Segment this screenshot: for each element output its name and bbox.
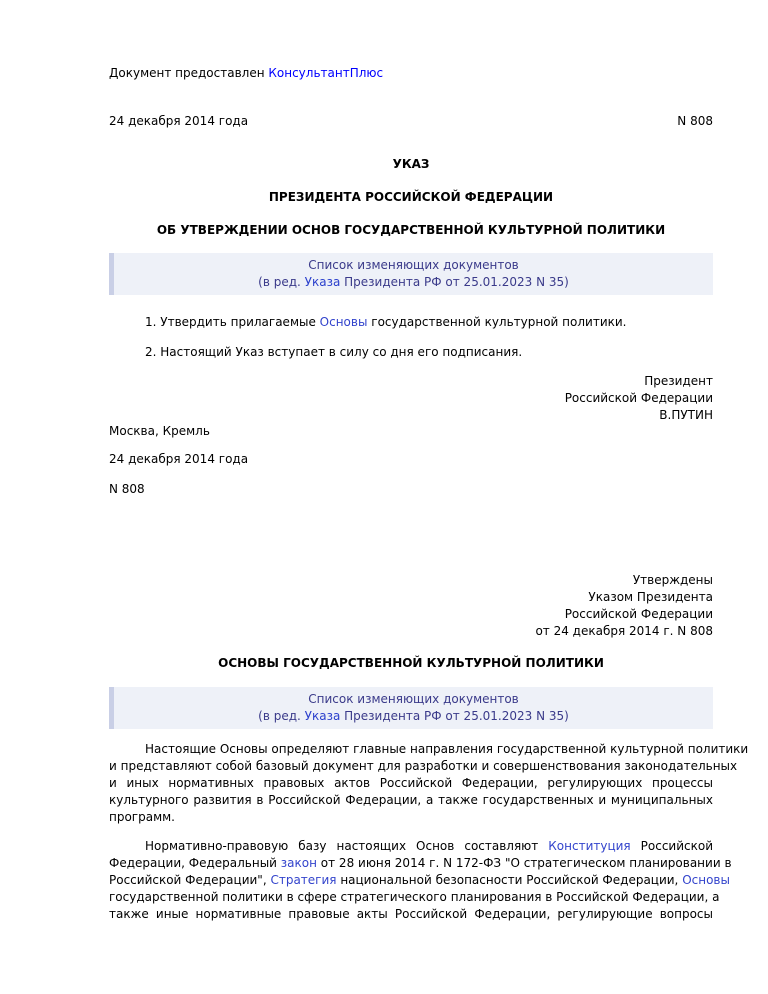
changes-box-2 bbox=[109, 687, 713, 729]
basics-title: ОСНОВЫ ГОСУДАРСТВЕННОЙ КУЛЬТУРНОЙ ПОЛИТИКИ bbox=[218, 656, 604, 670]
decree-number: N 808 bbox=[677, 114, 713, 128]
paragraph-line: Настоящие Основы определяют главные направления государственной культурной политики bbox=[145, 742, 749, 756]
title-president: ПРЕЗИДЕНТА РОССИЙСКОЙ ФЕДЕРАЦИИ bbox=[268, 190, 554, 204]
changes-box bbox=[109, 253, 713, 295]
approved-line-1: Утверждены bbox=[632, 573, 713, 587]
title-subject: ОБ УТВЕРЖДЕНИИ ОСНОВ ГОСУДАРСТВЕННОЙ КУЛЬТУРНОЙ ПОЛИТИКИ bbox=[156, 223, 666, 237]
decree-date: 24 декабря 2014 года bbox=[109, 114, 249, 128]
consultant-plus-link[interactable]: КонсультантПлюс bbox=[268, 66, 384, 80]
law-link[interactable]: закон bbox=[280, 856, 317, 870]
title-decree: УКАЗ bbox=[392, 157, 430, 171]
decree-item-2: 2. Настоящий Указ вступает в силу со дня его подписания. bbox=[145, 345, 523, 359]
paragraph-1 bbox=[109, 741, 749, 826]
paragraph-line: культурного развития в Российской Федерации, а также государственных и муниципальных bbox=[109, 793, 713, 807]
paragraph-line: Федерации, Федеральный закон от 28 июня 2014 г. N 172-ФЗ "О стратегическом планировании в bbox=[109, 856, 732, 870]
approved-line-3: Российской Федерации bbox=[564, 607, 713, 621]
paragraph-line: также иные нормативные правовые акты Российской Федерации, регулирующие вопросы bbox=[109, 907, 713, 921]
signing-date: 24 декабря 2014 года bbox=[109, 452, 249, 466]
paragraph-line: Российской Федерации", Стратегия национальной безопасности Российской Федерации, Основы bbox=[109, 873, 730, 887]
paragraph-line: и иных нормативных правовых актов Российской Федерации, регулирующих процессы bbox=[109, 776, 713, 790]
changes-box-heading: Список изменяющих документов bbox=[308, 258, 519, 272]
changes-box-edition: (в ред. Указа Президента РФ от 25.01.2023 N 35) bbox=[258, 275, 569, 289]
provided-by-text: Документ предоставлен bbox=[109, 66, 269, 80]
decree-link[interactable]: Указа bbox=[304, 709, 341, 723]
paragraph-line: и представляют собой базовый документ для разработки и совершенствования законодательных bbox=[109, 759, 738, 773]
signing-place: Москва, Кремль bbox=[109, 424, 210, 438]
changes-box-heading: Список изменяющих документов bbox=[308, 692, 519, 706]
basics-policy-link[interactable]: Основы bbox=[682, 873, 730, 887]
provided-by-line bbox=[109, 66, 383, 80]
basics-link[interactable]: Основы bbox=[319, 315, 368, 329]
decree-link[interactable]: Указа bbox=[304, 275, 341, 289]
constitution-link[interactable]: Конституция bbox=[548, 839, 631, 853]
paragraph-line: государственной политики в сфере стратегического планирования в Российской Федерации, а bbox=[109, 890, 720, 904]
signature-name: В.ПУТИН bbox=[659, 408, 713, 422]
strategy-link[interactable]: Стратегия bbox=[270, 873, 337, 887]
paragraph-line: Нормативно-правовую базу настоящих Основ составляют Конституция Российской bbox=[145, 839, 714, 853]
signing-number: N 808 bbox=[109, 482, 145, 496]
paragraph-line: программ. bbox=[109, 810, 175, 824]
changes-box-edition: (в ред. Указа Президента РФ от 25.01.2023 N 35) bbox=[258, 709, 569, 723]
approved-line-2: Указом Президента bbox=[588, 590, 713, 604]
paragraph-2 bbox=[109, 838, 732, 923]
signature-country: Российской Федерации bbox=[564, 391, 713, 405]
decree-item-1: 1. Утвердить прилагаемые Основы государственной культурной политики. bbox=[145, 315, 627, 329]
approved-line-4: от 24 декабря 2014 г. N 808 bbox=[535, 624, 713, 638]
signature-title: Президент bbox=[644, 374, 713, 388]
